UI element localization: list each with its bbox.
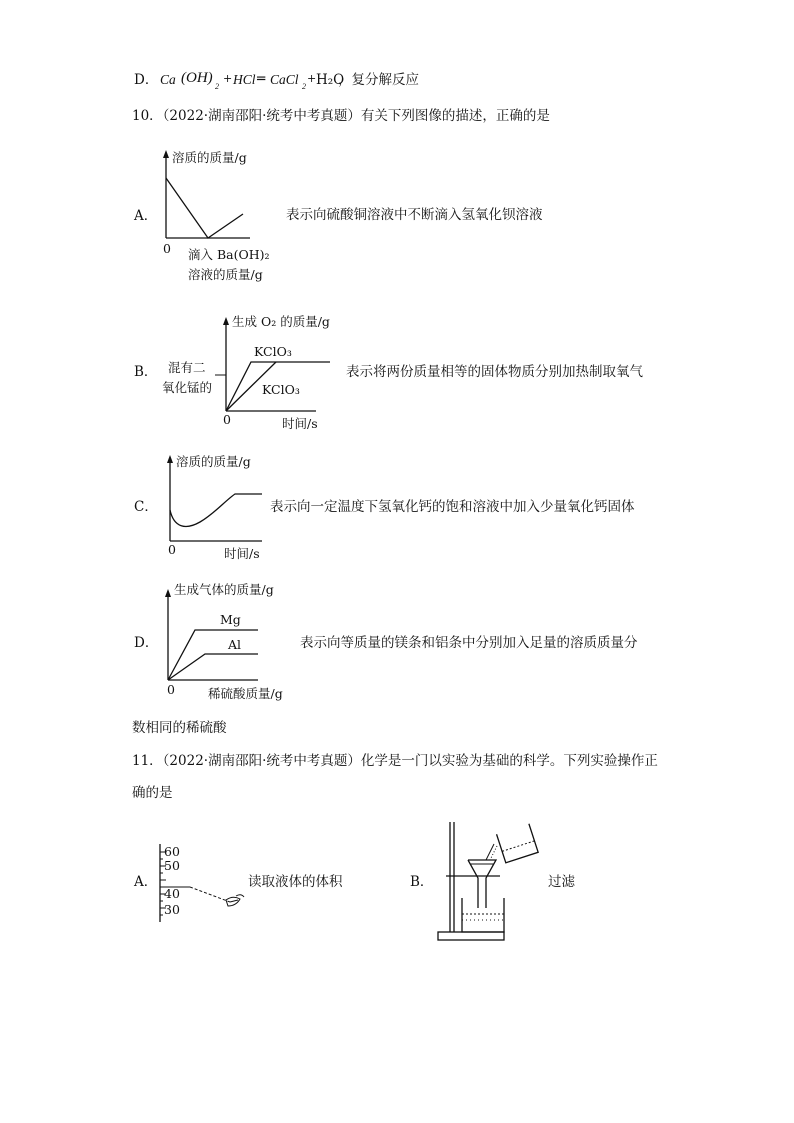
curve-label: 混有二 bbox=[168, 360, 206, 375]
formula-oh: (OH) bbox=[181, 70, 213, 86]
reaction-type: ，复分解反应 bbox=[338, 72, 419, 88]
option-label: A． bbox=[134, 208, 158, 224]
question-10-header: 10．（2022·湖南邵阳·统考中考真题）有关下列图像的描述，正确的是 bbox=[132, 108, 550, 124]
option-description: 表示向硫酸铜溶液中不断滴入氢氧化钡溶液 bbox=[286, 207, 543, 223]
x-axis-label: 滴入 Ba(OH)₂ bbox=[188, 247, 270, 262]
series-label: KClO₃ bbox=[254, 344, 292, 359]
x-axis-label: 稀硫酸质量/g bbox=[208, 686, 283, 701]
scale-tick-label: 30 bbox=[164, 902, 180, 917]
y-axis-label: 溶质的质量/g bbox=[172, 150, 247, 165]
question-11-header-cont: 确的是 bbox=[132, 785, 173, 801]
x-axis-label: 时间/s bbox=[224, 546, 260, 561]
plus-sign: + bbox=[223, 72, 233, 85]
y-axis-label: 生成 O₂ 的质量/g bbox=[232, 314, 330, 329]
scale-tick-label: 40 bbox=[164, 886, 180, 901]
y-axis-label: 溶质的质量/g bbox=[176, 454, 251, 469]
formula-subscript: 2 bbox=[302, 82, 306, 91]
curve-label: 氧化锰的 bbox=[162, 380, 213, 395]
origin-label: 0 bbox=[163, 241, 171, 256]
equals-sign: ═ bbox=[257, 71, 266, 87]
option-description: 过滤 bbox=[548, 874, 575, 890]
question-11-header: 11．（2022·湖南邵阳·统考中考真题）化学是一门以实验为基础的科学。下列实验操作正 bbox=[132, 753, 658, 769]
origin-label: 0 bbox=[223, 412, 231, 427]
formula-cacl: CaCl bbox=[270, 72, 299, 87]
series-label: KClO₃ bbox=[262, 382, 300, 397]
scale-tick-label: 50 bbox=[164, 858, 180, 873]
option-label: C． bbox=[134, 499, 158, 515]
y-axis-label: 生成气体的质量/g bbox=[174, 582, 274, 597]
option-label: D． bbox=[134, 72, 159, 88]
formula-subscript: 2 bbox=[215, 82, 219, 91]
series-label: Mg bbox=[220, 612, 241, 627]
origin-label: 0 bbox=[167, 682, 175, 697]
option-description: 表示向一定温度下氢氧化钙的饱和溶液中加入少量氧化钙固体 bbox=[270, 499, 635, 515]
plus-sign: + bbox=[307, 72, 317, 85]
series-label: Al bbox=[228, 637, 242, 652]
option-description: 表示向等质量的镁条和铝条中分别加入足量的溶质质量分 bbox=[300, 635, 638, 651]
option-label: B． bbox=[134, 364, 158, 380]
formula-h2o: H₂O bbox=[316, 72, 345, 88]
option-label: B． bbox=[410, 874, 434, 890]
option-label: D． bbox=[134, 635, 159, 651]
option-description: 表示将两份质量相等的固体物质分别加热制取氧气 bbox=[346, 364, 643, 380]
option-label: A． bbox=[134, 874, 158, 890]
option-description-continued: 数相同的稀硫酸 bbox=[132, 720, 227, 736]
x-axis-label: 时间/s bbox=[282, 416, 318, 431]
origin-label: 0 bbox=[168, 542, 176, 557]
x-axis-label: 溶液的质量/g bbox=[188, 267, 263, 282]
option-description: 读取液体的体积 bbox=[248, 874, 343, 890]
formula-hcl: HCl bbox=[233, 72, 256, 87]
formula-ca: Ca bbox=[160, 72, 176, 87]
scale-tick-label: 60 bbox=[164, 844, 180, 859]
